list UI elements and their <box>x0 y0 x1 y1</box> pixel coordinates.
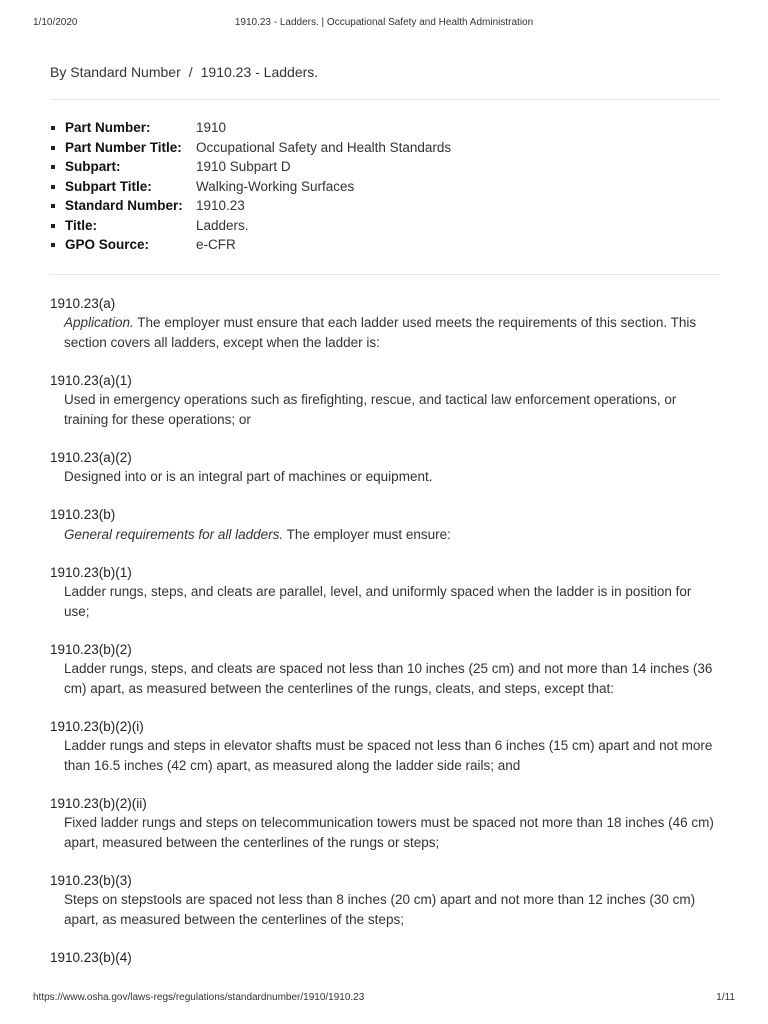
section-text <box>50 736 720 775</box>
section-number: 1910.23(b) <box>50 507 116 522</box>
print-date: 1/10/2020 <box>33 17 78 28</box>
bullet-icon <box>51 243 55 247</box>
bullet-icon <box>51 185 55 189</box>
bullet-icon <box>51 165 55 169</box>
section-body: The employer must ensure: <box>283 526 451 542</box>
info-value: Walking-Working Surfaces <box>196 178 355 194</box>
section-1910-23-b-3 <box>50 871 720 930</box>
section-number: 1910.23(a)(2) <box>50 449 132 465</box>
section-body: Designed into or is an integral part of machines or equipment. <box>64 469 433 484</box>
section-1910-23-b-2-i <box>50 717 720 776</box>
section-number: 1910.23(b)(2) <box>50 641 132 657</box>
divider <box>50 99 720 100</box>
print-page-title: 1910.23 - Ladders. | Occupational Safety and Health Administration <box>234 17 534 28</box>
section-heading: General requirements for all ladders. <box>64 526 284 542</box>
divider <box>50 274 720 275</box>
info-label: Part Number Title: <box>65 139 182 155</box>
regulation-sections <box>50 294 720 968</box>
section-1910-23-b-4 <box>50 948 720 968</box>
section-number: 1910.23(b)(2)(i) <box>50 718 144 734</box>
section-number: 1910.23(a)(1) <box>50 372 132 388</box>
section-1910-23-a <box>50 294 720 353</box>
section-body: Fixed ladder rungs and steps on telecommunication towers must be spaced not more than 18 inches (46 cm) apart, measured between the centerlines of the rungs or steps; <box>64 815 714 850</box>
info-item-subpart-title <box>50 177 720 197</box>
info-value: 1910.23 <box>196 198 245 213</box>
section-1910-23-b-2-ii <box>50 794 720 853</box>
info-item-subpart <box>50 157 720 177</box>
breadcrumb-current: 1910.23 - Ladders. <box>200 64 319 80</box>
info-label: Subpart Title: <box>65 178 152 194</box>
bullet-icon <box>51 224 55 228</box>
section-body: Ladder rungs, steps, and cleats are spaced not less than 10 inches (25 cm) and not more than 14 inches (36 cm) apart, as measured between the centerlines of the rungs, cleats, and steps, except that: <box>64 661 713 696</box>
section-number: 1910.23(b)(3) <box>50 872 132 888</box>
main-content <box>50 60 720 986</box>
section-text <box>50 467 720 487</box>
breadcrumb <box>50 60 720 84</box>
info-value: e-CFR <box>196 237 236 252</box>
info-value: Occupational Safety and Health Standards <box>196 139 452 155</box>
print-footer <box>33 992 735 1006</box>
section-1910-23-b-2 <box>50 640 720 699</box>
section-text <box>50 390 720 429</box>
bullet-icon <box>51 204 55 208</box>
section-body: Used in emergency operations such as firefighting, rescue, and tactical law enforcement operations, or training for these operations; or <box>64 392 677 427</box>
print-page-number: 1/11 <box>716 992 735 1003</box>
section-1910-23-a-2 <box>50 448 720 487</box>
print-url: https://www.osha.gov/laws-regs/regulations/standardnumber/1910/1910.23 <box>33 992 365 1003</box>
info-value: 1910 Subpart D <box>196 159 291 174</box>
info-item-title <box>50 216 720 236</box>
section-1910-23-b-1 <box>50 563 720 622</box>
breadcrumb-parent-link[interactable]: By Standard Number <box>50 64 181 80</box>
section-number: 1910.23(b)(1) <box>50 564 132 580</box>
info-value: 1910 <box>196 120 227 135</box>
info-item-gpo-source <box>50 235 720 255</box>
standard-info-list <box>50 118 720 255</box>
section-body: Ladder rungs and steps in elevator shafts must be spaced not less than 6 inches (15 cm) apart and not more than 16.5 inches (42 cm) apart, as measured along the ladder side rails; and <box>64 738 713 773</box>
bullet-icon <box>51 126 55 130</box>
section-heading: Application. <box>64 315 134 330</box>
section-text <box>50 582 720 621</box>
info-label: Subpart: <box>65 159 121 174</box>
info-value: Ladders. <box>196 217 249 233</box>
info-label: Standard Number: <box>65 198 183 213</box>
section-text <box>50 813 720 852</box>
info-item-standard-number <box>50 196 720 216</box>
section-number: 1910.23(a) <box>50 295 116 311</box>
section-text <box>50 659 720 698</box>
breadcrumb-separator: / <box>188 64 193 80</box>
print-header <box>33 17 735 31</box>
section-body: Ladder rungs, steps, and cleats are parallel, level, and uniformly spaced when the ladder is in position for use; <box>64 584 692 619</box>
info-label: Title: <box>65 217 98 233</box>
section-text <box>50 525 720 545</box>
section-1910-23-b <box>50 505 720 544</box>
section-body: Steps on stepstools are spaced not less than 8 inches (20 cm) apart and not more than 12 inches (30 cm) apart, as measured between the centerlines of the steps; <box>64 892 696 927</box>
section-number: 1910.23(b)(2)(ii) <box>50 795 147 811</box>
info-label: Part Number: <box>65 120 151 135</box>
info-item-part-number <box>50 118 720 138</box>
section-1910-23-a-1 <box>50 371 720 430</box>
section-number: 1910.23(b)(4) <box>50 949 132 965</box>
section-text <box>50 890 720 929</box>
info-item-part-number-title <box>50 138 720 158</box>
info-label: GPO Source: <box>65 237 150 252</box>
section-body: The employer must ensure that each ladder used meets the requirements of this section. This section covers all ladders, except when the ladder is: <box>64 315 697 350</box>
bullet-icon <box>51 146 55 150</box>
section-text <box>50 313 720 352</box>
